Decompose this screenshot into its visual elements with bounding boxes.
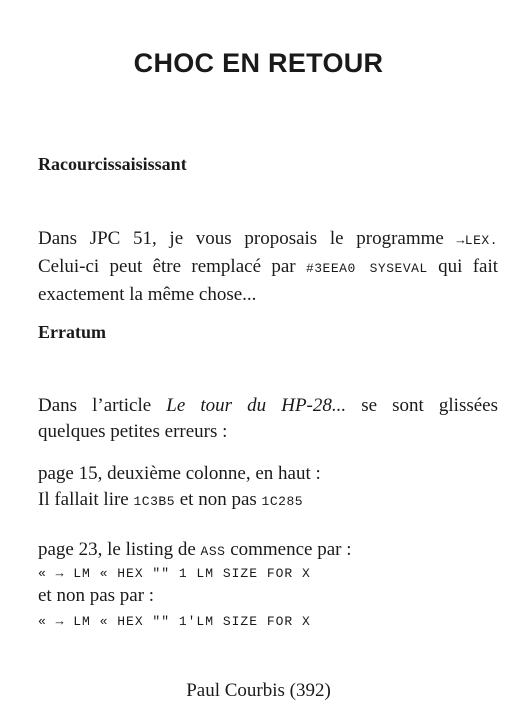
erratum-line-2: quelques petites erreurs : [38,421,228,442]
erratum-item-page23-mid: et non pas par : [38,585,155,606]
ass-code: ASS [200,544,226,559]
wrong-listing-code: « → LM « HEX "" 1'LM SIZE FOR X [38,614,311,629]
page15-pre: Il fallait lire [38,489,129,510]
erratum-item-page23 [38,537,498,565]
wrong-address-code: 1C285 [261,494,304,509]
page15-mid: et non pas [179,489,257,510]
section1-line-1 [38,226,498,254]
page15-line-2 [38,487,498,515]
erratum-line1-post: se sont glissées [361,395,499,416]
erratum-line-1 [38,393,498,419]
section1-line1-text: Dans JPC 51, je vous proposais le programme [38,228,444,249]
lex-code: →LEX. [456,233,499,248]
section-heading-erratum: Erratum [38,322,106,342]
correct-listing-code: « → LM « HEX "" 1 LM SIZE FOR X [38,566,311,581]
correct-address-code: 1C3B5 [133,494,175,509]
page23-post: commence par : [230,539,352,560]
erratum-item-page15 [38,461,498,515]
article-reference: Le tour du HP-28... [166,395,347,416]
author-signature: Paul Courbis (392) [186,680,331,701]
article-title: CHOC EN RETOUR [133,48,384,78]
page23-pre: page 23, le listing de [38,539,196,560]
syseval-code: #3EEA0 SYSEVAL [305,261,428,276]
page15-line-1: page 15, deuxième colonne, en haut : [38,463,321,484]
section1-line2-post: qui fait [438,256,499,277]
section1-paragraph [38,226,498,308]
section1-line-2 [38,254,498,282]
section1-line2-pre: Celui-ci peut être remplacé par [38,256,296,277]
erratum-line1-pre: Dans l’article [38,395,152,416]
section1-line-3: exactement la même chose... [38,284,257,305]
erratum-paragraph [38,393,498,445]
section-heading-racourcissaisissant: Racourcissaisissant [38,154,187,174]
